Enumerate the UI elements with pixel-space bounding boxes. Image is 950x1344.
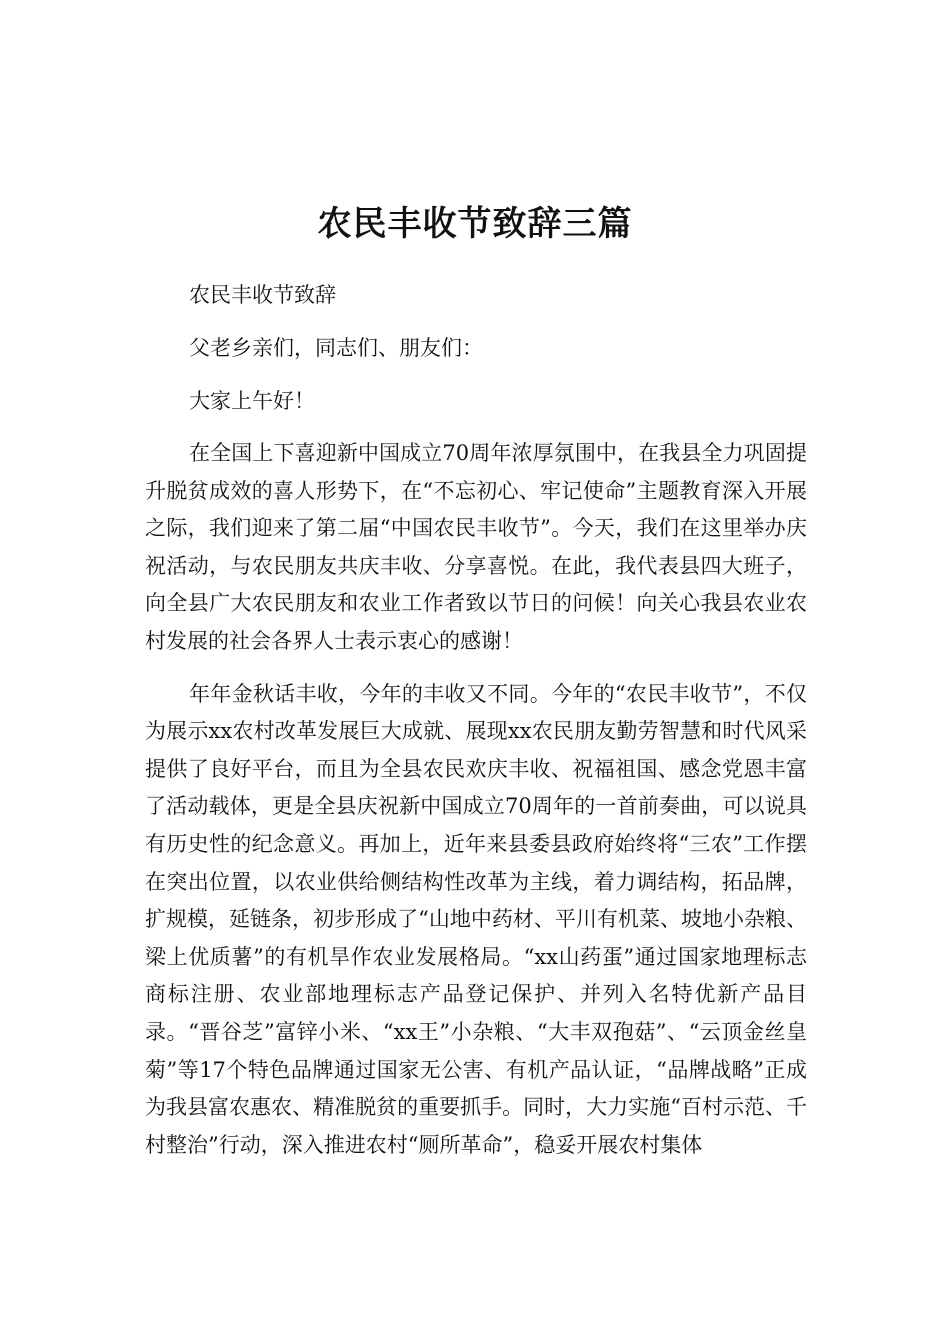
document-body [145,276,807,1179]
paragraph-2: 年年金秋话丰收，今年的丰收又不同。今年的“农民丰收节”，不仅为展示xx农村改革发展巨大成就、展现xx农民朋友勤劳智慧和时代风采提供了良好平台，而且为全县农民欢庆丰收、祝福祖国、感念党恩丰富了活动载体，更是全县庆祝新中国成立70周年的一首前奏曲，可以说具有历史性的纪念意义。再加上，近年来县委县政府始终将“三农”工作摆在突出位置，以农业供给侧结构性改革为主线，着力调结构，拓品牌，扩规模，延链条，初步形成了“山地中药材、平川有机菜、坡地小杂粮、梁上优质薯”的有机旱作农业发展格局。“xx山药蛋”通过国家地理标志商标注册、农业部地理标志产品登记保护、并列入名特优新产品目录。“晋谷芝”富锌小米、“xx王”小杂粮、“大丰双孢菇”、“云顶金丝皇菊”等17个特色品牌通过国家无公害、有机产品认证，“品牌战略”正成为我县富农惠农、精准脱贫的重要抓手。同时，大力实施“百村示范、千村整治”行动，深入推进农村“厕所革命”，稳妥开展农村集体 [145,681,807,1157]
greeting: 大家上午好！ [189,389,315,413]
section-heading: 农民丰收节致辞 [189,283,336,307]
document-title: 农民丰收节致辞三篇 [317,204,633,244]
paragraph-1: 在全国上下喜迎新中国成立70周年浓厚氛围中，在我县全力巩固提升脱贫成效的喜人形势下，在“不忘初心、牢记使命”主题教育深入开展之际，我们迎来了第二届“中国农民丰收节”。今天，我们在这里举办庆祝活动，与农民朋友共庆丰收、分享喜悦。在此，我代表县四大班子，向全县广大农民朋友和农业工作者致以节日的问候！向关心我县农业农村发展的社会各界人士表示衷心的感谢！ [145,441,807,653]
salutation: 父老乡亲们，同志们、朋友们： [189,336,483,360]
